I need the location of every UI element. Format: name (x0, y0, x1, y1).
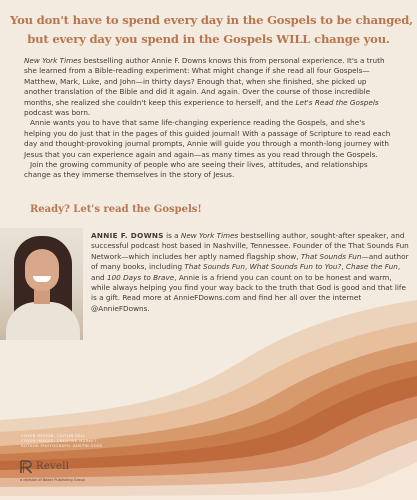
book-title: 100 Days to Brave (106, 272, 175, 282)
description-text: podcast was born. (24, 108, 91, 118)
headline-line-2: but every day you spend in the Gospels WILL change you. (27, 32, 390, 46)
call-to-action: Ready? Let's read the Gospels! (30, 204, 202, 215)
revell-r-logo-icon (20, 460, 33, 474)
credit-line: COVER IMAGES: CREATIVE MARKET (21, 438, 97, 444)
headline-line-1: You don't have to spend every day in the Gospels to be changed, (10, 13, 414, 27)
author-bio (91, 231, 409, 314)
publisher-division: a division of Baker Publishing Group (20, 478, 85, 482)
publisher-imprint (17, 460, 97, 490)
nyt-italic: New York Times (24, 56, 82, 65)
bio-text: bestselling author, sought-after speaker, and successful podcast host based in Nashville, Tennessee. Founder of the That Sounds Fun Network—which includes her aptly named flagship show, (91, 231, 409, 261)
bio-text: , Annie is a friend you can count on to be honest and warm, while always helping you find your way back to the truth that God is good and that life is a gift. Read more at AnnieFDowns.com and find her all over the internet @AnnieFDowns. (91, 272, 406, 313)
book-title: Chase the Fun (345, 262, 398, 272)
book-title: What Sounds Fun to You? (249, 262, 342, 272)
podcast-title: Let's Read the Gospels (295, 97, 379, 107)
bio-italic: New York Times (180, 231, 239, 240)
author-photo (0, 228, 83, 340)
bio-text: , (244, 262, 250, 272)
book-title: That Sounds Fun (184, 262, 245, 272)
author-name: ANNIE F. DOWNS (91, 231, 164, 240)
book-description (24, 56, 394, 181)
description-paragraph-2: Annie wants you to have that same life-changing experience reading the Gospels, and she's helping you do just that in the pages of this guided journal! With a passage of Scripture to read each day and thought-provoking journal prompts, Annie will guide you through a month-long journey with Jesus that you can experience again and again—as many times as you read through the Gospels. (24, 118, 391, 159)
bio-text: is a (163, 231, 181, 240)
description-paragraph-1 (24, 56, 394, 118)
headline (10, 11, 414, 49)
bio-text: , and (91, 262, 401, 282)
description-paragraph-3: Join the growing community of people who are seeing their lives, attitudes, and relationships change as they immerse themselves in the story of Jesus. (24, 160, 368, 180)
description-text: bestselling author Annie F. Downs knows this from personal experience. It's a truth she learned from a Bible-reading experiment: What might change if she read all four Gospels—Matthew, Mark, Luke, and John—in thirty days? Enough that, when she finished, she picked up another translation of the Bible and did it again. And again. Over the course of those incredible months, she realized she couldn't keep this experience to herself, and the (24, 56, 385, 107)
author-face (25, 249, 59, 291)
author-bio-paragraph (91, 231, 409, 314)
credit-line: COVER DESIGN: CAITLIN SELL (21, 433, 86, 438)
cover-credits (21, 433, 103, 449)
credit-line: AUTHOR PHOTOGRAPH: AUSTIN GOSS (21, 443, 103, 449)
publisher-name: Revell (36, 461, 70, 472)
bio-text: , (341, 262, 346, 272)
bio-italic: That Sounds Fun (300, 251, 362, 261)
bio-text: —and author of many books, including (91, 251, 409, 272)
